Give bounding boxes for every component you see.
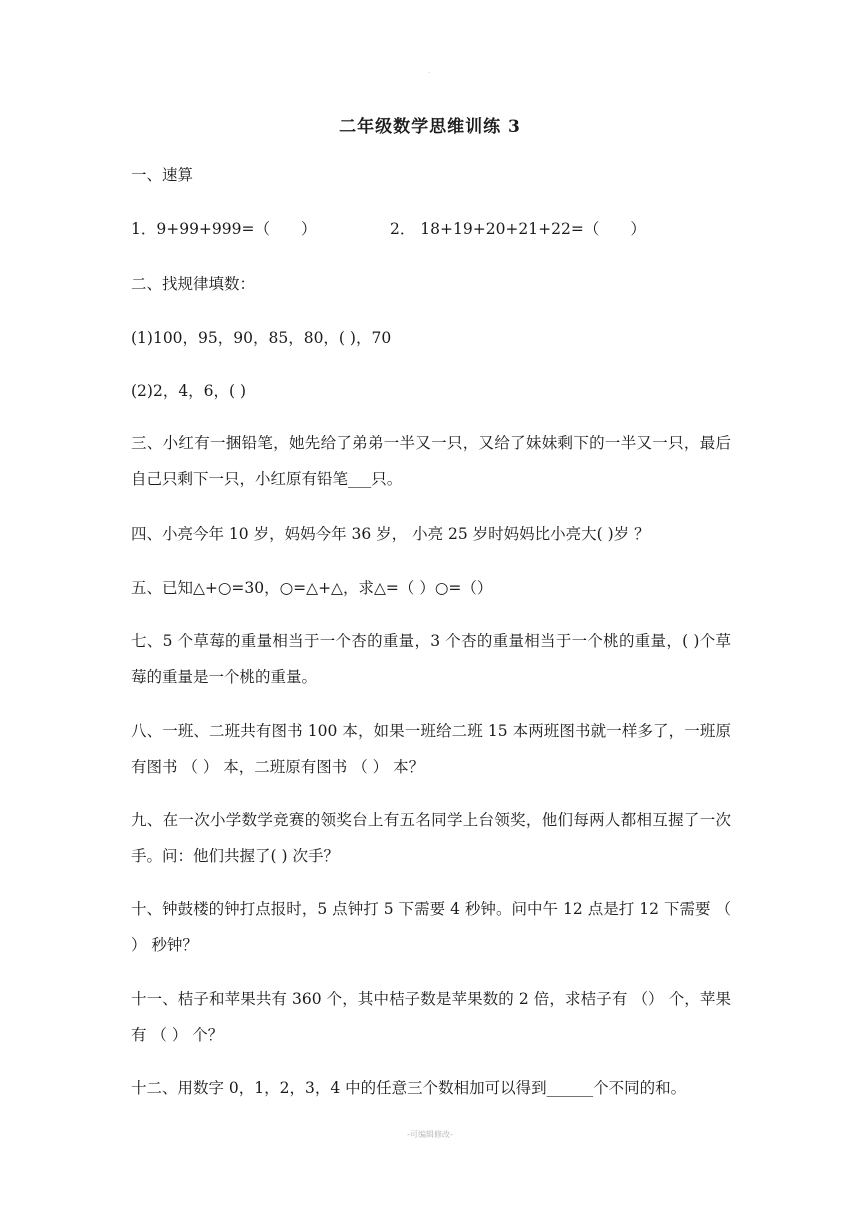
section-8-question: 八、一班、二班共有图书 100 本，如果一班给二班 15 本两班图书就一样多了，一班原有图书 （ ） 本，二班原有图书 （ ） 本？ (131, 722, 731, 776)
section-7-question: 七、5 个草莓的重量相当于一个杏的重量，3 个杏的重量相当于一个桃的重量，( )个草莓的重量是一个桃的重量。 (131, 632, 731, 686)
page-footer: -可编辑修改- (407, 1130, 453, 1139)
section-5-question: 五、已知△+○=30，○=△+△，求△=（ ）○=（） (131, 579, 493, 597)
section-3-question: 三、小红有一捆铅笔，她先给了弟弟一半又一只，又给了妹妹剩下的一半又一只，最后自己只剩下一只，小红原有铅笔___只。 (131, 434, 731, 488)
section-2-heading: 二、找规律填数： (131, 275, 256, 293)
section-2-question-1: (1)100，95，90，85，80，( )，70 (131, 329, 392, 347)
section-1-question-1: 1．9+99+999=（ ） (131, 220, 317, 238)
section-12-question: 十二、用数字 0，1，2，3，4 中的任意三个数相加可以得到______个不同的和。 (131, 1079, 687, 1097)
section-2-question-2: (2)2，4，6，( ) (131, 382, 247, 400)
page-title: 二年级数学思维训练 3 (339, 117, 521, 137)
section-4-question: 四、小亮今年 10 岁，妈妈今年 36 岁， 小亮 25 岁时妈妈比小亮大( )岁 ？ (131, 525, 650, 543)
section-1-question-2: 2． 18+19+20+21+22=（ ） (390, 220, 646, 238)
section-1-questions (131, 212, 646, 246)
section-11-question: 十一、桔子和苹果共有 360 个，其中桔子数是苹果数的 2 倍，求桔子有 （） 个，苹果有 （ ） 个？ (131, 990, 731, 1044)
section-9-question: 九、在一次小学数学竞赛的领奖台上有五名同学上台领奖，他们每两人都相互握了一次手。问：他们共握了( ) 次手？ (131, 811, 731, 865)
header-mark: . (428, 67, 431, 75)
section-1-heading: 一、速算 (131, 166, 194, 184)
section-10-question: 十、钟鼓楼的钟打点报时，5 点钟打 5 下需要 4 秒钟。问中午 12 点是打 12 下需要 （ ） 秒钟？ (131, 900, 731, 954)
